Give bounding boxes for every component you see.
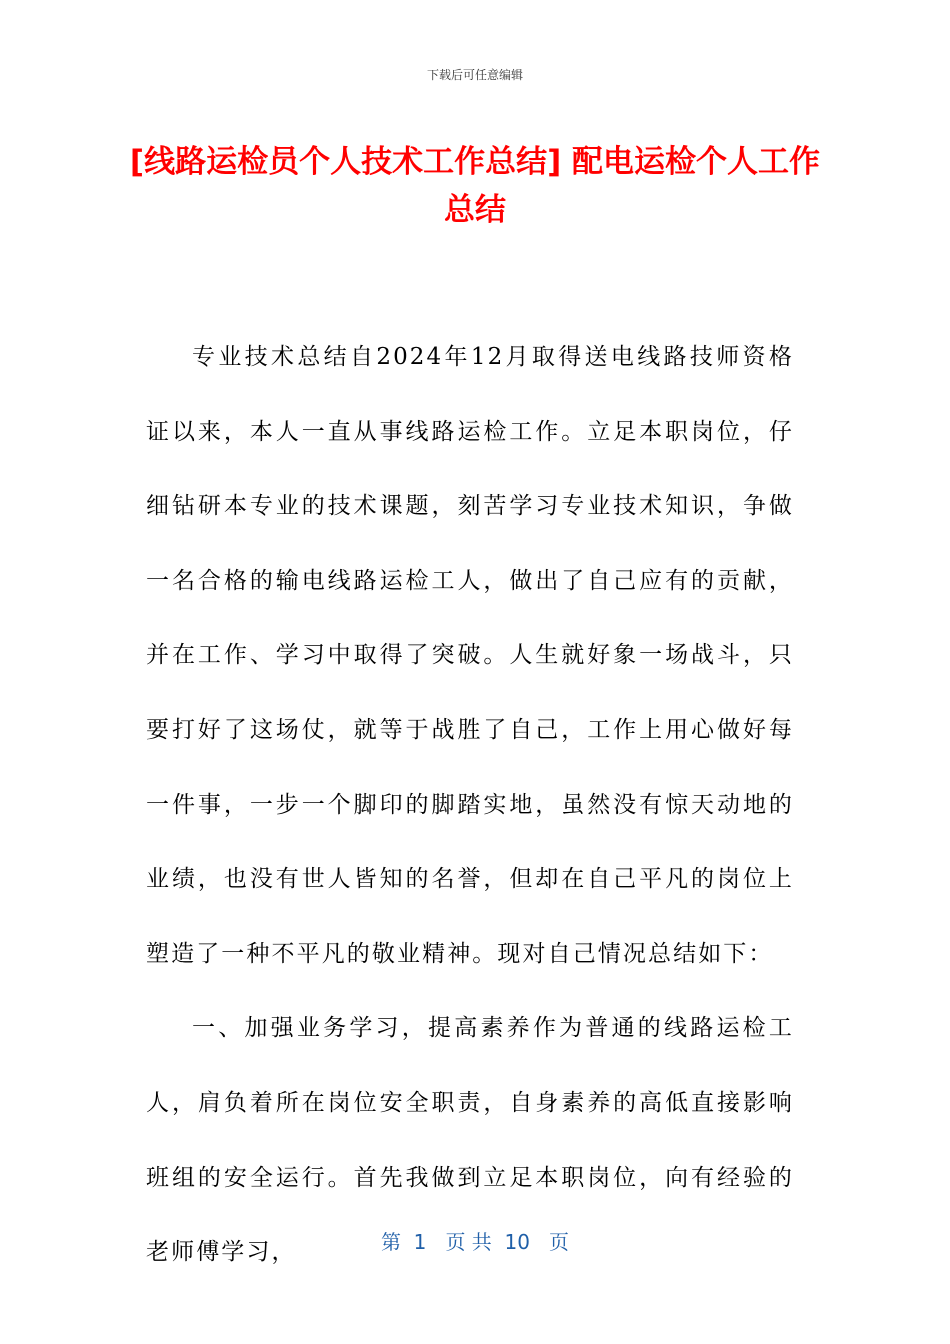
page-number-footer: 第 1 页 共 10 页 — [380, 1230, 570, 1254]
document-title: [线路运检员个人技术工作总结] 配电运检个人工作总结 — [129, 144, 821, 228]
paragraph-section-1: 一、加强业务学习，提高素养作为普通的线路运检工人，肩负着所在岗位安全职责，自身素养的高低直接影响班组的安全运行。首先我做到立足本职岗位，向有经验的老师傅学习， — [146, 1015, 794, 1266]
paragraph-intro: 专业技术总结自2024年12月取得送电线路技师资格证以来，本人一直从事线路运检工作。立足本职岗位，仔细钻研本专业的技术课题，刻苦学习专业技术知识，争做一名合格的输电线路运检工人，做出了自己应有的贡献，并在工作、学习中取得了突破。人生就好象一场战斗，只要打好了这场仗，就等于战胜了自己，工作上用心做好每一件事，一步一个脚印的脚踏实地，虽然没有惊天动地的业绩，也没有世人皆知的名誉，但却在自己平凡的岗位上塑造了一种不平凡的敬业精神。现对自己情况总结如下： — [146, 344, 794, 967]
header-note: 下载后可任意编辑 — [426, 68, 523, 82]
document-body — [146, 320, 794, 1290]
